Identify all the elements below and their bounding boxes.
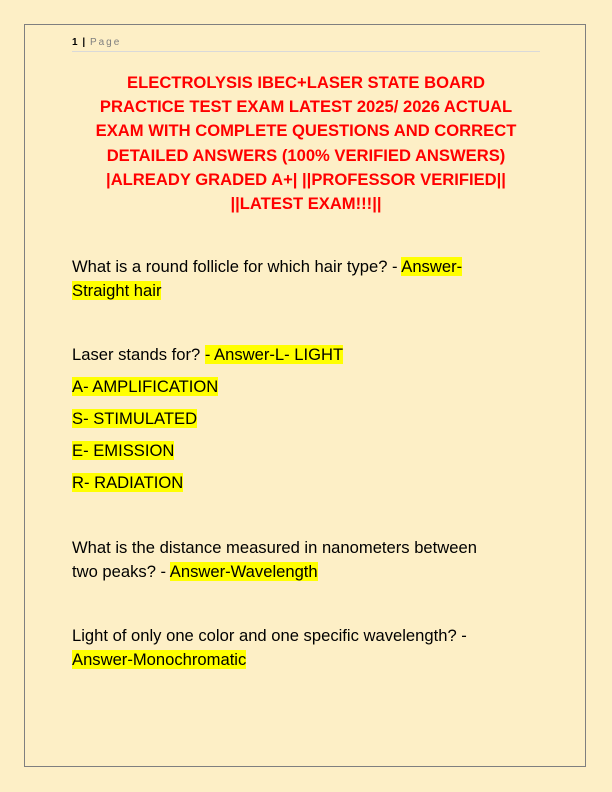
answer-text: Straight hair: [72, 281, 162, 300]
title-line: ||LATEST EXAM!!!||: [230, 194, 382, 214]
question-text: Light of only one color and one specific wavelength? -: [72, 626, 467, 645]
answer-text: A- AMPLIFICATION: [72, 377, 219, 396]
title-line: ELECTROLYSIS IBEC+LASER STATE BOARD: [127, 73, 485, 92]
question-text: What is a round follicle for which hair type? -: [72, 257, 402, 276]
qa-item-1: [72, 255, 542, 303]
answer-text: R- RADIATION: [72, 473, 184, 492]
page-number: 1: [72, 37, 78, 48]
title-line: DETAILED ANSWERS (100% VERIFIED ANSWERS): [106, 145, 506, 165]
page-header: [72, 36, 540, 52]
page-separator: |: [82, 37, 86, 48]
page-word: Page: [89, 37, 122, 48]
answer-line: [72, 471, 183, 495]
answer-line: [72, 439, 174, 463]
document-title: [72, 71, 540, 216]
question-text: Laser stands for?: [72, 345, 205, 364]
answer-text: - Answer-L- LIGHT: [204, 345, 344, 364]
answer-text: Answer-Monochromatic: [72, 650, 247, 669]
question-text: What is the distance measured in nanometers between: [72, 538, 477, 557]
answer-text: S- STIMULATED: [72, 409, 198, 428]
title-line: PRACTICE TEST EXAM LATEST 2025/ 2026 ACTUAL: [99, 97, 513, 117]
qa-item-3: [72, 536, 542, 584]
title-line: |ALREADY GRADED A+| ||PROFESSOR VERIFIED||: [106, 169, 506, 189]
qa-item-4: [72, 624, 542, 672]
question-text: two peaks? -: [72, 562, 170, 581]
answer-line: [72, 375, 218, 399]
answer-text: E- EMISSION: [72, 441, 175, 460]
title-line: EXAM WITH COMPLETE QUESTIONS AND CORRECT: [95, 121, 517, 141]
answer-text: Answer-: [401, 257, 463, 276]
answer-line: [72, 407, 197, 431]
qa-item-2: [72, 343, 343, 367]
answer-text: Answer-Wavelength: [169, 562, 318, 581]
